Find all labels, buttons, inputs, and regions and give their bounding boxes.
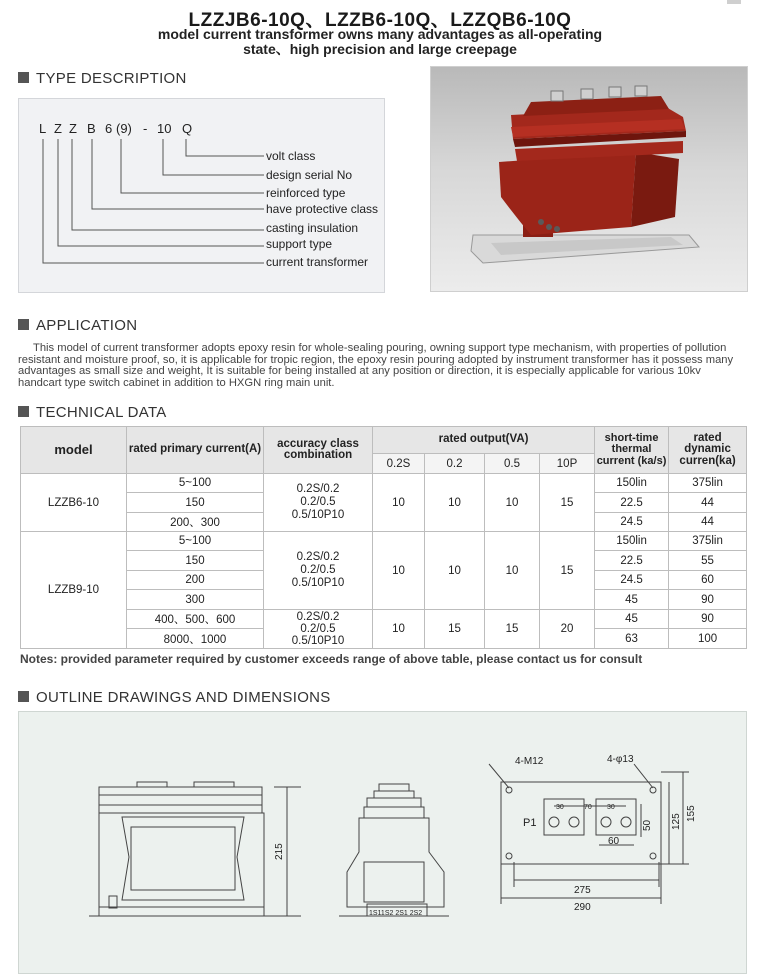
dim-hole: 4-φ13 <box>607 754 634 765</box>
cell-output: 10 <box>373 532 425 610</box>
cell-output: 10 <box>425 532 485 610</box>
cell-dynamic: 60 <box>669 571 747 590</box>
plan-view-drawing <box>489 764 689 904</box>
cell-thermal: 150lin <box>595 532 669 551</box>
cell-current: 8000、1000 <box>127 629 264 649</box>
dim-70: 70 <box>584 804 592 811</box>
leader-current-transformer <box>43 139 264 263</box>
code-char: Z <box>69 121 77 136</box>
dim-125: 125 <box>671 813 682 830</box>
cell-output: 10 <box>425 474 485 532</box>
heading-square-icon <box>18 72 29 83</box>
cell-dynamic: 55 <box>669 551 747 571</box>
type-description-heading <box>18 70 187 87</box>
dim-height: 215 <box>274 843 285 860</box>
code-char: 6 <box>105 121 113 136</box>
cell-dynamic: 44 <box>669 493 747 513</box>
leader-reinforced <box>121 139 264 193</box>
cell-current: 5~100 <box>127 532 264 551</box>
cell-current: 200 <box>127 571 264 590</box>
cell-current: 150 <box>127 551 264 571</box>
label-p1: P1 <box>523 817 537 829</box>
cell-dynamic: 375lin <box>669 474 747 493</box>
transformer-illustration <box>431 67 747 291</box>
heading-text: TECHNICAL DATA <box>36 404 167 421</box>
outline-drawings <box>19 712 746 973</box>
cell-thermal: 63 <box>595 629 669 649</box>
cell-thermal: 45 <box>595 590 669 610</box>
leader-design-serial <box>163 139 264 175</box>
subtitle-line-2: state、high precision and large creepage <box>243 41 517 57</box>
dim-30-left: 30 <box>556 804 564 811</box>
cell-output: 10 <box>485 474 540 532</box>
dim-275: 275 <box>574 885 591 896</box>
cell-output: 15 <box>540 532 595 610</box>
cell-accuracy: 0.2S/0.2 0.2/0.5 0.5/10P10 <box>264 532 373 610</box>
header-accuracy: accuracy class combination <box>264 427 373 474</box>
cell-dynamic: 90 <box>669 610 747 629</box>
heading-text: APPLICATION <box>36 317 138 334</box>
cell-current: 150 <box>127 493 264 513</box>
table-row <box>21 474 747 493</box>
front-view-drawing <box>89 782 301 916</box>
cell-output: 10 <box>373 610 425 649</box>
corner-mark <box>727 0 741 4</box>
table-row <box>21 610 747 629</box>
cell-current: 5~100 <box>127 474 264 493</box>
cell-dynamic: 375lin <box>669 532 747 551</box>
subtitle-line-1: model current transformer owns many advantages as all-operating <box>157 26 603 42</box>
label-reinforced-type: reinforced type <box>266 186 346 200</box>
heading-text: OUTLINE DRAWINGS AND DIMENSIONS <box>36 689 331 706</box>
product-photo <box>430 66 748 292</box>
leader-casting <box>72 139 264 230</box>
cell-thermal: 24.5 <box>595 513 669 532</box>
code-char: Q <box>182 121 193 136</box>
cell-output: 10 <box>485 532 540 610</box>
side-view-drawing <box>339 784 449 916</box>
dim-thread: 4-M12 <box>515 756 544 767</box>
cell-current: 300 <box>127 590 264 610</box>
label-casting-insulation: casting insulation <box>266 221 359 235</box>
header-output-0-2: 0.2 <box>425 454 485 474</box>
page-title: LZZJB6-10Q、LZZB6-10Q、LZZQB6-10Q <box>188 10 572 31</box>
label-design-serial: design serial No <box>266 168 353 182</box>
code-char: - <box>143 121 148 136</box>
dim-155: 155 <box>686 805 697 822</box>
cell-thermal: 22.5 <box>595 551 669 571</box>
page-subtitle <box>0 27 760 57</box>
leader-protective <box>92 139 264 209</box>
cell-model: LZZB6-10 <box>21 474 127 532</box>
cell-thermal: 24.5 <box>595 571 669 590</box>
header-short-time: short-time thermal current (ka/s) <box>595 427 669 474</box>
cell-dynamic: 44 <box>669 513 747 532</box>
code-char: (9) <box>116 121 132 136</box>
application-text: This model of current transformer adopts epoxy resin for whole-sealing pouring, owning support type mechanism, with properties of pollution resistant and moisture proof, so, it is applicable for tropic region, the epoxy resin pouring adopted by instrument transformer has it possess many advantages as small size and weight, It is suitable for being installed at any position or direction, it is especially applicable for various 10kv handcart type switch cabinet in addition to HXGN ring main unit. <box>18 342 734 389</box>
type-description-box <box>18 98 385 293</box>
code-char: L <box>39 121 47 136</box>
header-output-0-2s: 0.2S <box>373 454 425 474</box>
cell-current: 400、500、600 <box>127 610 264 629</box>
header-rated-output: rated output(VA) <box>373 427 595 454</box>
cell-thermal: 150lin <box>595 474 669 493</box>
dim-30-right: 30 <box>607 804 615 811</box>
header-dynamic: rated dynamic curren(ka) <box>669 427 747 474</box>
technical-data-table <box>20 426 747 649</box>
terminal-labels: 1S11S2 2S1 2S2 <box>369 910 423 917</box>
cell-model: LZZB9-10 <box>21 532 127 649</box>
outline-drawing-panel <box>18 711 747 974</box>
header-output-0-5: 0.5 <box>485 454 540 474</box>
heading-square-icon <box>18 406 29 417</box>
label-support-type: support type <box>266 237 333 251</box>
label-current-transformer: current transformer <box>266 255 369 269</box>
cell-accuracy: 0.2S/0.2 0.2/0.5 0.5/10P10 <box>264 610 373 649</box>
code-char: Z <box>54 121 62 136</box>
cell-output: 15 <box>425 610 485 649</box>
heading-square-icon <box>18 691 29 702</box>
dim-50: 50 <box>642 819 653 831</box>
cell-dynamic: 90 <box>669 590 747 610</box>
dim-290: 290 <box>574 902 591 913</box>
code-char: 10 <box>157 121 172 136</box>
label-protective-class: have protective class <box>266 202 379 216</box>
cell-accuracy: 0.2S/0.2 0.2/0.5 0.5/10P10 <box>264 474 373 532</box>
outline-heading <box>18 689 331 706</box>
code-char: B <box>87 121 96 136</box>
cell-thermal: 22.5 <box>595 493 669 513</box>
header-rated-primary: rated primary current(A) <box>127 427 264 474</box>
header-model: model <box>21 427 127 474</box>
label-volt-class: volt class <box>266 149 316 163</box>
table-notes: Notes: provided parameter required by customer exceeds range of above table, please contact us for consult <box>20 652 643 666</box>
cell-current: 200、300 <box>127 513 264 532</box>
cell-dynamic: 100 <box>669 629 747 649</box>
cell-output: 20 <box>540 610 595 649</box>
cell-thermal: 45 <box>595 610 669 629</box>
cell-output: 15 <box>485 610 540 649</box>
cell-output: 10 <box>373 474 425 532</box>
heading-text: TYPE DESCRIPTION <box>36 70 187 87</box>
leader-volt-class <box>186 139 264 156</box>
cell-output: 15 <box>540 474 595 532</box>
header-output-10p: 10P <box>540 454 595 474</box>
dim-60: 60 <box>608 836 620 847</box>
table-row <box>21 532 747 551</box>
technical-data-heading <box>18 404 167 421</box>
heading-square-icon <box>18 319 29 330</box>
application-heading <box>18 317 137 334</box>
